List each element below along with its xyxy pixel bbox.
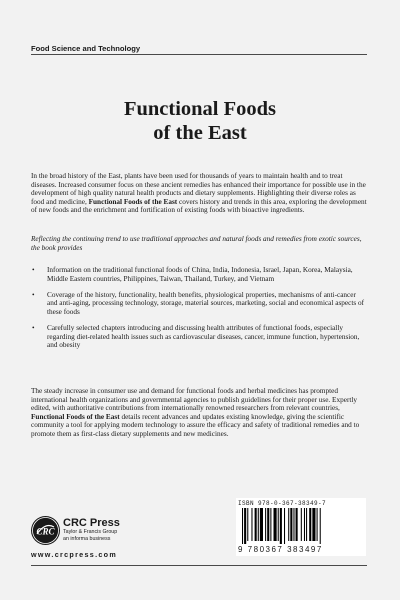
crc-logo-text: CRC [36,526,55,537]
publisher-business: an informa business [63,536,111,542]
publisher-info [63,517,120,542]
title-line-2: of the East [153,122,247,144]
lead-in-paragraph: Reflecting the continuing trend to use traditional approaches and natural foods and remedies from exotic sources, the book provides [31,235,362,252]
feature-list [31,266,368,357]
book-title [0,97,400,145]
isbn-label: ISBN 978-0-367-38349-7 [238,500,327,507]
feature-text: Carefully selected chapters introducing and discussing health attributes of functional foods, especially regarding diet-related health issues such as cardiovascular diseases, cancer, immune function, hypertension, and obesity [47,323,360,350]
title-line-1: Functional Foods [123,98,277,120]
closing-paragraph [31,387,368,439]
feature-text: Coverage of the history, functionality, health benefits, physiological properties, mechanisms of anti-cancer and anti-aging, processing technology, storage, material sources, marketing, social and economical aspects of these foods [47,290,365,316]
feature-item [31,291,368,317]
feature-item [31,266,368,283]
barcode-digits: 9 780367 383497 [238,545,323,554]
series-name: Food Science and Technology [31,44,141,53]
closing-text-1: The steady increase in consumer use and demand for functional foods and herbal medicines has prompted international health organizations and governmental agencies to publish guidelines for their proper use. Expertly edited, with authoritative contributions from internationally renowned researchers from relevant countries, [31,387,358,413]
intro-book-title: Functional Foods of the East [88,197,178,206]
publisher-name: CRC Press [63,517,120,529]
feature-item [31,324,368,350]
publisher-website: www.crcpress.com [31,550,118,559]
intro-text-2: covers history and trends in this area, exploring the development of new foods and the enrichment and fortification of existing foods with bioactive ingredients. [31,197,367,215]
feature-text: Information on the traditional functional foods of China, India, Indonesia, Israel, Japan, Korea, Malaysia, Middle Eastern countries, Philippines, Taiwan, Thailand, Turkey, and Vietnam [47,266,353,283]
bullet-icon: • [32,266,35,274]
intro-text-1: In the broad history of the East, plants have been used for thousands of years to maintain health and to treat diseases. Increased consumer focus on these ancient remedies has enhanced their importance for possible use in the development of high quality natural health products and dietary supplements. Highlighting their diverse roles as food and medicine, [31,172,366,206]
bullet-icon: • [32,290,35,299]
closing-text-2: details recent advances and updates existing knowledge, giving the scientific community a tool for applying modern technology to assure the efficacy and safety of traditional remedies and to promote them as first-class dietary supplements and new medicines. [31,412,360,438]
barcode-icon [242,508,360,544]
closing-book-title: Functional Foods of the East [31,412,120,421]
bottom-divider [31,565,367,566]
top-divider [31,54,367,55]
bullet-icon: • [32,323,35,332]
intro-paragraph [31,172,368,215]
crc-logo-icon [31,516,60,545]
publisher-group: Taylor & Francis Group [63,529,118,535]
